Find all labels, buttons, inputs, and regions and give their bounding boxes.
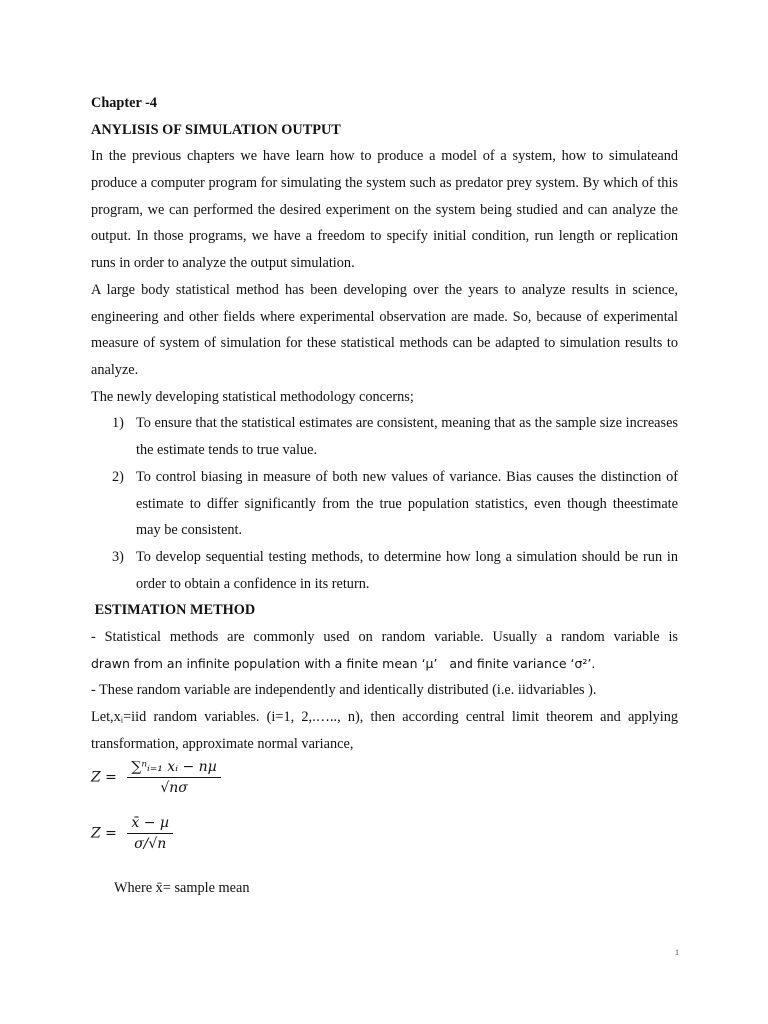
formula-denominator: σ/√n (134, 836, 167, 853)
z-formula-mean (91, 815, 678, 869)
estimation-line-3: - These random variable are independently and identically distributed (i.e. iidvariables ). (91, 682, 597, 699)
list-item (91, 544, 678, 597)
estimation-line-2: drawn from an infinite population with a finite mean ‘µ’ and finite variance ‘σ²’. (91, 655, 596, 671)
intro-paragraph: In the previous chapters we have learn how to produce a model of a system, how to simulateand produce a computer program for simulating the system such as predator prey system. By which of this program, we can performed the desired experiment on the system being studied and can analyze the output. In those programs, we have a freedom to specify initial condition, run length or replication runs in order to analyze the output simulation. (91, 148, 678, 272)
formula-denominator: √nσ (160, 780, 188, 797)
list-item-text: To ensure that the statistical estimates are consistent, meaning that as the sample size increases the estimate tends to true value. (136, 415, 678, 459)
list-item (91, 410, 678, 463)
list-intro: The newly developing statistical methodology concerns; (91, 388, 414, 405)
z-formula-sum (91, 759, 678, 813)
list-item (91, 464, 678, 544)
formula-lhs: Z = (91, 769, 117, 786)
chapter-title: ANYLISIS OF SIMULATION OUTPUT (91, 121, 341, 138)
formula-lhs: Z = (91, 825, 117, 842)
chapter-label: Chapter -4 (91, 95, 158, 111)
statistics-paragraph: A large body statistical method has been developing over the years to analyze results in science, engineering and other fields where experimental observation are made. So, because of experimental measure of system of simulation for these statistical methods can be adapted to simulation results to analyze. (91, 281, 678, 378)
estimation-line-1: - Statistical methods are commonly used on random variable. Usually a random variable is (91, 629, 678, 645)
document-page (91, 90, 678, 902)
list-item-text: To control biasing in measure of both new values of variance. Bias causes the distinction of estimate to differ significantly from the true population statistics, even though theestimate may be consistent. (136, 468, 678, 539)
formula-numerator: ∑ⁿᵢ₌₁ xᵢ − nµ (127, 759, 220, 778)
formula-numerator: x̄ − µ (127, 815, 173, 834)
where-line: Where x̄= sample mean (114, 880, 250, 897)
list-item-number: 1) (112, 415, 124, 432)
formula-fraction (127, 815, 173, 852)
list-item-number: 3) (112, 548, 124, 565)
page-number: 1 (675, 948, 679, 957)
list-item-number: 2) (112, 468, 124, 485)
section-heading: ESTIMATION METHOD (91, 602, 256, 619)
formula-fraction (127, 759, 220, 796)
estimation-line-4: Let,xᵢ=iid random variables. (i=1, 2,.….., n), then according central limit theorem and applying transformation, approximate normal variance, (91, 709, 678, 752)
list-item-text: To develop sequential testing methods, to determine how long a simulation should be run in order to obtain a confidence in its return. (136, 548, 678, 592)
concerns-list (91, 410, 678, 597)
